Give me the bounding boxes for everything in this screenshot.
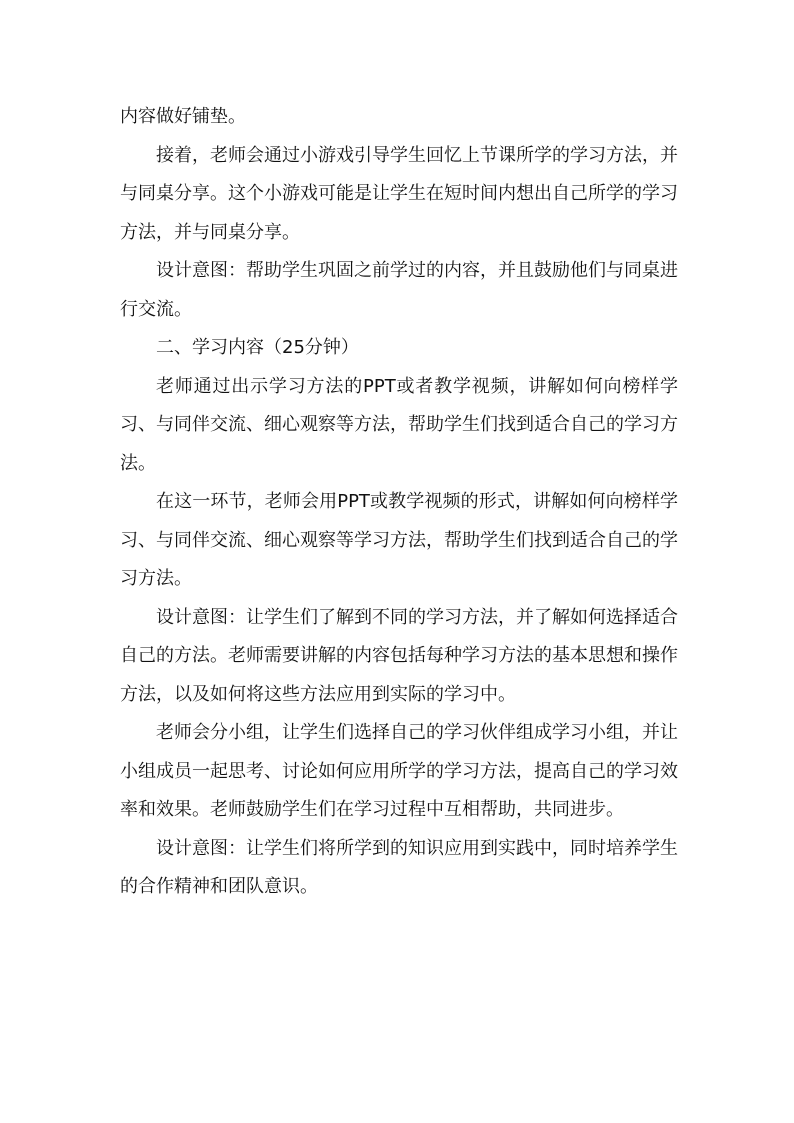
paragraph-design-intent-2: 设计意图：让学生们了解到不同的学习方法，并了解如何选择适合自己的方法。老师需要讲解的内容包括每种学习方法的基本思想和操作方法，以及如何将这些方法应用到实际的学习中。 bbox=[120, 606, 678, 705]
paragraph-ppt-methods: 老师通过出示学习方法的PPT或者教学视频，讲解如何向榜样学习、与同伴交流、细心观察等方法，帮助学生们找到适合自己的学习方法。 bbox=[120, 375, 678, 474]
section-heading-learning-content: 二、学习内容（25分钟） bbox=[156, 337, 359, 358]
paragraph-design-intent-3: 设计意图：让学生们将所学到的知识应用到实践中，同时培养学生的合作精神和团队意识。 bbox=[120, 837, 678, 897]
paragraph-design-intent-1: 设计意图：帮助学生巩固之前学过的内容，并且鼓励他们与同桌进行交流。 bbox=[120, 260, 678, 320]
document-body bbox=[120, 98, 678, 907]
paragraph-review-game: 接着，老师会通过小游戏引导学生回忆上节课所学的学习方法，并与同桌分享。这个小游戏可能是让学生在短时间内想出自己所学的学习方法，并与同桌分享。 bbox=[120, 144, 678, 243]
paragraph-this-segment: 在这一环节，老师会用PPT或教学视频的形式，讲解如何向榜样学习、与同伴交流、细心观察等学习方法，帮助学生们找到适合自己的学习方法。 bbox=[120, 491, 678, 589]
paragraph-group-work: 老师会分小组，让学生们选择自己的学习伙伴组成学习小组，并让小组成员一起思考、讨论如何应用所学的学习方法，提高自己的学习效率和效果。老师鼓励学生们在学习过程中互相帮助，共同进步。 bbox=[120, 722, 678, 820]
paragraph-continuation: 内容做好铺垫。 bbox=[120, 106, 246, 127]
